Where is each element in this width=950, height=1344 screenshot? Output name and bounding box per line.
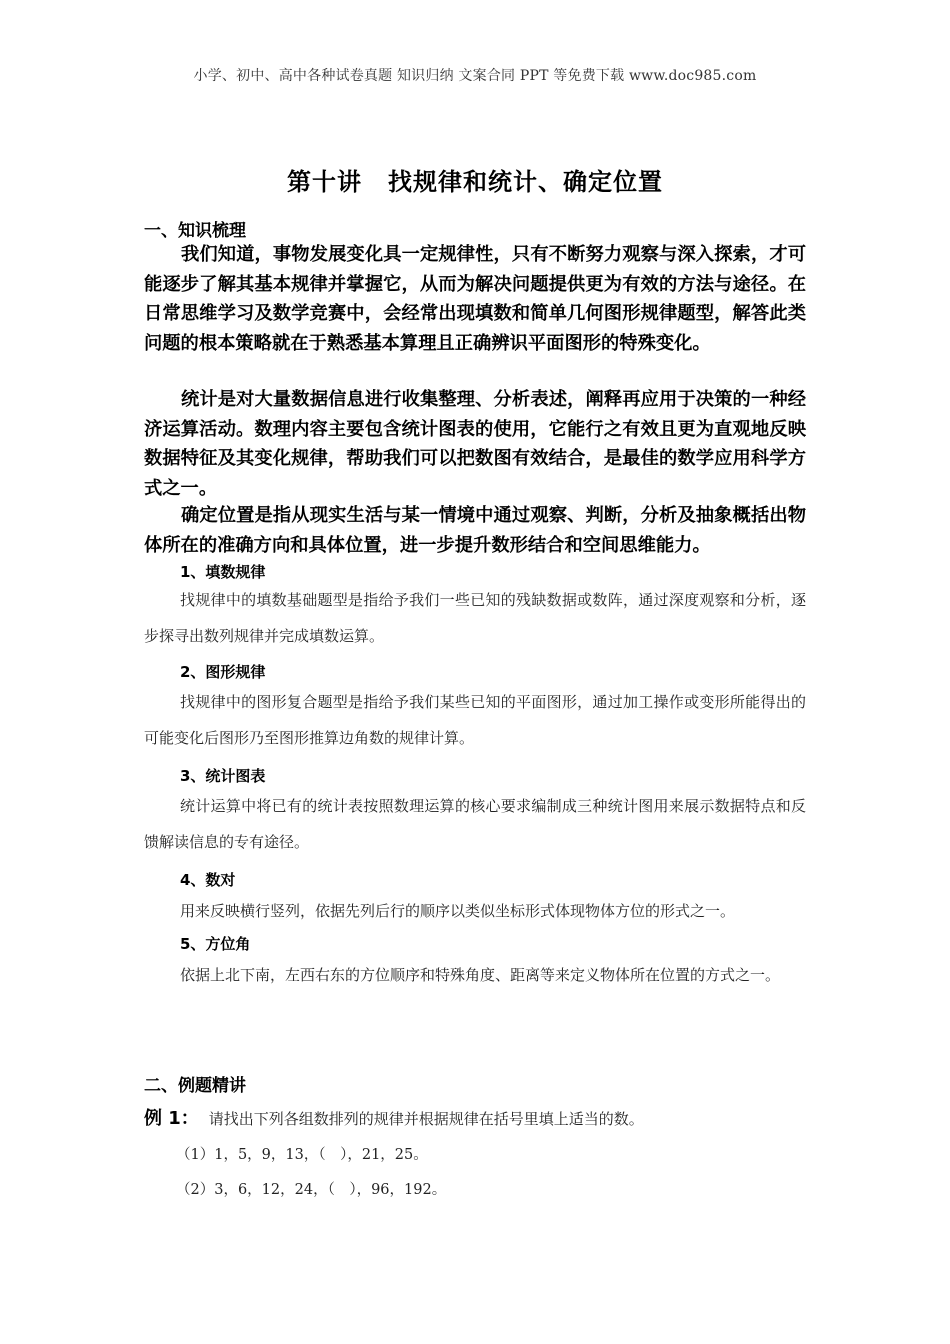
item-text: 找规律中的填数基础题型是指给予我们一些已知的残缺数据或数阵，通过深度观察和分析，逐步探寻出数列规律并完成填数运算。 xyxy=(144,591,806,645)
item-text: 用来反映横行竖列，依据先列后行的顺序以类似坐标形式体现物体方位的形式之一。 xyxy=(180,902,736,920)
section-heading-examples: 二、例题精讲 xyxy=(144,1076,246,1096)
example-1 xyxy=(144,1104,644,1130)
item-text: 统计运算中将已有的统计表按照数理运算的核心要求编制成三种统计图用来展示数据特点和反馈解读信息的专有途径。 xyxy=(144,797,806,851)
question-1: （1）1，5，9，13，（ ），21，25。 xyxy=(176,1147,428,1163)
section-heading-knowledge: 一、知识梳理 xyxy=(144,221,246,241)
intro-paragraph: 我们知道，事物发展变化具一定规律性，只有不断努力观察与深入探索，才可能逐步了解其基本规律并掌握它，从而为解决问题提供更为有效的方法与途径。在日常思维学习及数学竞赛中，会经常出现填数和简单几何图形规律题型，解答此类问题的根本策略就在于熟悉基本算理且正确辨识平面图形的特殊变化。 xyxy=(144,244,806,354)
example-label: 例 1： xyxy=(144,1108,199,1129)
item-title: 1、填数规律 xyxy=(180,563,266,581)
item-title: 5、方位角 xyxy=(180,935,251,953)
lecture-number: 第十讲 xyxy=(287,168,362,196)
item-text: 找规律中的图形复合题型是指给予我们某些已知的平面图形，通过加工操作或变形所能得出的可能变化后图形乃至图形推算边角数的规律计算。 xyxy=(144,693,806,747)
position-paragraph: 确定位置是指从现实生活与某一情境中通过观察、判断，分析及抽象概括出物体所在的准确方向和具体位置，进一步提升数形结合和空间思维能力。 xyxy=(144,505,806,556)
item-text: 依据上北下南，左西右东的方位顺序和特殊角度、距离等来定义物体所在位置的方式之一。 xyxy=(180,966,781,984)
page-title xyxy=(0,162,950,197)
item-title: 2、图形规律 xyxy=(180,663,266,681)
statistics-paragraph: 统计是对大量数据信息进行收集整理、分析表述，阐释再应用于决策的一种经济运算活动。数理内容主要包含统计图表的使用，它能行之有效且更为直观地反映数据特征及其变化规律，帮助我们可以把数图有效结合，是最佳的数学应用科学方式之一。 xyxy=(144,389,806,499)
example-prompt: 请找出下列各组数排列的规律并根据规律在括号里填上适当的数。 xyxy=(208,1110,644,1128)
question-2: （2）3，6，12，24，（ ），96，192。 xyxy=(176,1182,447,1198)
lecture-topic: 找规律和统计、确定位置 xyxy=(388,168,663,196)
item-title: 3、统计图表 xyxy=(180,767,266,785)
page-header: 小学、初中、高中各种试卷真题 知识归纳 文案合同 PPT 等免费下载 www.doc985.com xyxy=(193,68,757,84)
item-title: 4、数对 xyxy=(180,871,236,889)
